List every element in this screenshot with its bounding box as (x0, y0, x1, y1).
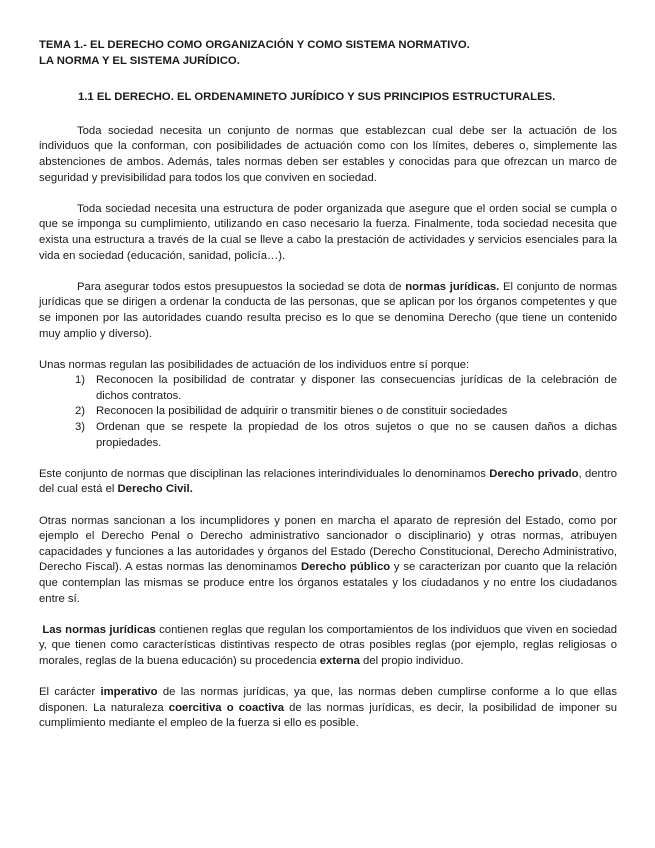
paragraph-4-intro: Unas normas regulan las posibilidades de actuación de los individuos entre sí porque: (39, 358, 470, 371)
paragraph-8 (39, 685, 617, 732)
paragraph-6-part-c: y se caracterizan por cuanto que la relación que contemplan las mismas se produce entre los órganos estatales y los ciudadanos y no entre los ciudadanos entre sí. (39, 561, 617, 605)
paragraph-7-part-d: del propio individuo. (359, 654, 464, 667)
paragraph-3 (39, 280, 617, 342)
list-item (75, 420, 617, 451)
list-item-text: Reconocen la posibilidad de contratar y disponer las consecuencias jurídicas de la celebración de dichos contratos. (96, 374, 617, 402)
document-title (39, 38, 617, 69)
paragraph-8-part-c: de las normas jurídicas, ya que, las normas deben cumplirse conforme a lo que ellas disponen. La naturaleza (39, 686, 617, 714)
list-item-number: 3) (75, 421, 86, 434)
paragraph-8-part-a: El carácter (39, 686, 101, 699)
paragraph-5-bold-2: Derecho Civil. (117, 483, 193, 496)
paragraph-5-bold-1: Derecho privado (489, 467, 579, 480)
list-item-text: Reconocen la posibilidad de adquirir o transmitir bienes o de constituir sociedades (96, 405, 508, 418)
list-item-number: 1) (75, 374, 86, 387)
list-item (75, 404, 617, 420)
paragraph-7-bold-2: externa (319, 654, 360, 667)
paragraph-5 (39, 467, 617, 498)
paragraph-7-bold-1: Las normas jurídicas (42, 623, 156, 636)
section-heading: 1.1 EL DERECHO. EL ORDENAMINETO JURÍDICO Y SUS PRINCIPIOS ESTRUCTURALES. (78, 91, 556, 104)
title-line-2: LA NORMA Y EL SISTEMA JURÍDICO. (39, 54, 240, 67)
paragraph-7 (39, 623, 617, 670)
list-item-text: Ordenan que se respete la propiedad de los otros sujetos o que no se causen daños a dichas propiedades. (96, 421, 617, 449)
paragraph-6 (39, 514, 617, 608)
title-line-1: TEMA 1.- EL DERECHO COMO ORGANIZACIÓN Y COMO SISTEMA NORMATIVO. (39, 39, 470, 51)
paragraph-6-bold: Derecho público (300, 561, 391, 574)
paragraph-3-part-c: El conjunto de normas jurídicas que se dirigen a ordenar la conducta de las personas, que se aplican por los órganos competentes y que se imponen por las autoridades cuando resulta preciso es lo que se denomina Derecho (que tiene un contenido muy amplio y diverso). (39, 280, 618, 340)
paragraph-1: Toda sociedad necesita un conjunto de normas que establezcan cual debe ser la actuación de los individuos que la conforman, con posibilidades de actuación como con los límites, deberes o, simplemente las abstenciones de ambos. Además, tales normas deben ser estables y conocidas para que ofrezcan un marco de seguridad y previsibilidad para todos los que conviven en sociedad. (39, 124, 617, 184)
paragraph-8-part-e: de las normas jurídicas, es decir, la posibilidad de imponer su cumplimiento mediante el empleo de la fuerza si ello es posible. (39, 701, 618, 730)
numbered-list (39, 373, 617, 451)
paragraph-6-part-a: Otras normas sancionan a los incumplidores y ponen en marcha el aparato de represión del Estado, como por ejemplo el Derecho Penal o Derecho administrativo sancionador o disciplinario) y otras normas, atribuyen capacidades y funciones a las autoridades y órganos del Estado (Derecho Constitucional, Derecho Administrativo, Derecho Fiscal). A estas normas las denominamos (39, 514, 617, 574)
paragraph-3-part-a: Para asegurar todos estos presupuestos la sociedad se dota de (77, 280, 406, 293)
paragraph-3-bold: normas jurídicas. (405, 280, 500, 293)
paragraph-5-part-c: , dentro del cual está el (39, 467, 617, 496)
list-item (75, 373, 617, 404)
list-item-number: 2) (75, 405, 86, 418)
paragraph-7-part-b: contienen reglas que regulan los comportamientos de los individuos que viven en sociedad y, que tienen como características distintivas respecto de otras posibles reglas (por ejemplo, reglas religiosas o morales, reglas de la buena educación) su procedencia (39, 623, 617, 667)
paragraph-5-part-a: Este conjunto de normas que disciplinan las relaciones interindividuales lo denominamos (39, 467, 490, 480)
paragraph-2: Toda sociedad necesita una estructura de poder organizada que asegure que el orden social se cumpla o que se imponga su cumplimiento, utilizando en caso necesario la fuerza. Finalmente, toda sociedad necesita que exista una estructura a través de la cual se lleve a cabo la prestación de actividades y servicios esenciales para la vida en sociedad (educación, sanidad, policía…). (39, 202, 617, 262)
paragraph-8-bold-2: coercitiva o coactiva (168, 701, 284, 714)
paragraph-8-bold-1: imperativo (100, 686, 158, 699)
